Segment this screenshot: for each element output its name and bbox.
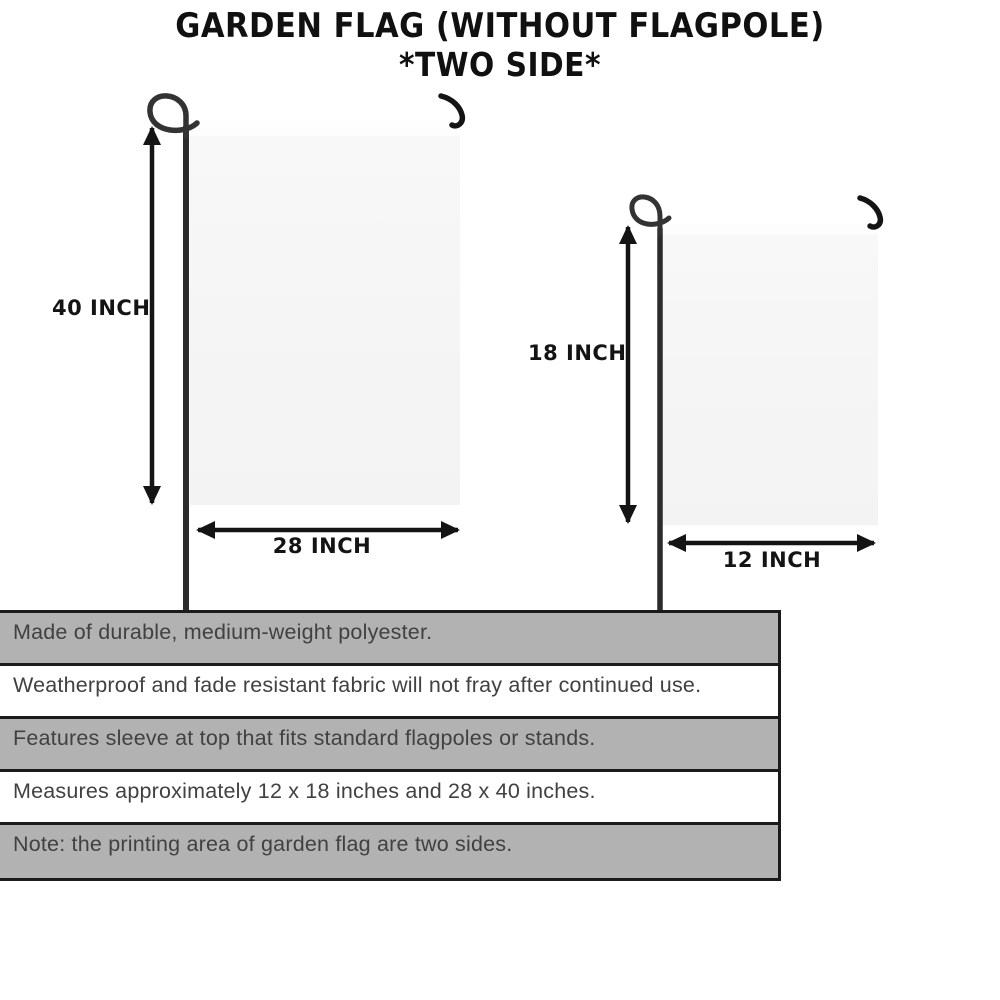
title-line2: *TWO SIDE* [399,45,601,84]
large-flag-pole-loop [150,96,197,136]
feature-table [0,610,781,881]
feature-row-measurements: Measures approximately 12 x 18 inches and 28 x 40 inches. [0,772,778,825]
small-flag-height-label: 18 INCH [528,341,627,365]
large-flag-diagram [150,96,462,610]
large-flag-fabric [190,121,460,505]
small-flag-width-label: 12 INCH [722,548,822,572]
large-flag-height-label: 40 INCH [52,296,151,320]
small-flag-hanger-hook-icon [860,198,880,227]
small-flag-fabric [662,223,878,525]
feature-row-weatherproof: Weatherproof and fade resistant fabric will not fray after continued use. [0,666,778,719]
feature-row-material: Made of durable, medium-weight polyester. [0,613,778,666]
title-line1: GARDEN FLAG (WITHOUT FLAGPOLE) [175,6,825,46]
feature-row-sleeve: Features sleeve at top that fits standard flagpoles or stands. [0,719,778,772]
feature-row-printing-note: Note: the printing area of garden flag are two sides. [0,825,778,878]
large-flag-sleeve [190,121,460,136]
large-flag-width-label: 28 INCH [272,534,372,558]
small-flag-sleeve [662,223,878,235]
